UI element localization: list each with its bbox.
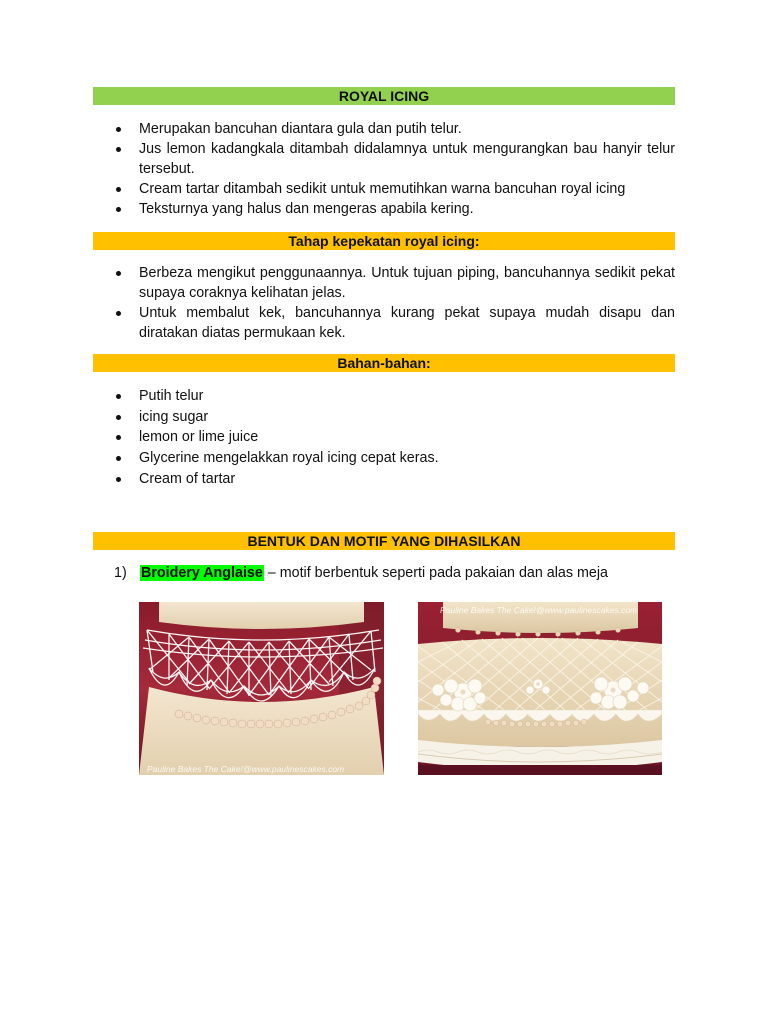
- list-item: Berbeza mengikut penggunaannya. Untuk tujuan piping, bancuhannya sedikit pekat supaya coraknya kelihatan jelas.: [93, 263, 675, 303]
- list-item: icing sugar: [93, 407, 675, 427]
- highlighted-term: Broidery Anglaise: [141, 565, 263, 581]
- watermark: Pauline Bakes The Cake!@www.paulinescakes.com: [147, 764, 345, 774]
- list-item: Untuk membalut kek, bancuhannya kurang pekat supaya mudah disapu dan diratakan diatas permukaan kek.: [93, 303, 675, 343]
- section-heading-ingredients: Bahan-bahan:: [93, 354, 675, 372]
- list-item: Merupakan bancuhan diantara gula dan putih telur.: [93, 119, 675, 139]
- numbered-item: [114, 563, 608, 583]
- list-item: Jus lemon kadangkala ditambah didalamnya untuk mengurangkan bau hanyir telur tersebut.: [93, 139, 675, 179]
- cake-photo-broidery-anglaise: [418, 602, 662, 775]
- section-heading-shapes-motifs: BENTUK DAN MOTIF YANG DIHASILKAN: [93, 532, 675, 550]
- ingredients-list: [93, 386, 675, 489]
- list-item: Glycerine mengelakkan royal icing cepat keras.: [93, 448, 675, 468]
- item-description: – motif berbentuk seperti pada pakaian dan alas meja: [263, 565, 608, 581]
- list-item: lemon or lime juice: [93, 427, 675, 447]
- item-number: 1): [114, 565, 127, 581]
- list-item: Putih telur: [93, 386, 675, 406]
- section-heading-consistency: Tahap kepekatan royal icing:: [93, 232, 675, 250]
- cake-photo-lace-collar: [139, 602, 384, 775]
- list-item: Teksturnya yang halus dan mengeras apabila kering.: [93, 199, 675, 219]
- royal-icing-list: [93, 119, 675, 219]
- list-item: Cream of tartar: [93, 469, 675, 489]
- section-heading-royal-icing: ROYAL ICING: [93, 87, 675, 105]
- consistency-list: [93, 263, 675, 343]
- list-item: Cream tartar ditambah sedikit untuk memutihkan warna bancuhan royal icing: [93, 179, 675, 199]
- watermark: Pauline Bakes The Cake!@www.paulinescakes.com: [440, 605, 638, 615]
